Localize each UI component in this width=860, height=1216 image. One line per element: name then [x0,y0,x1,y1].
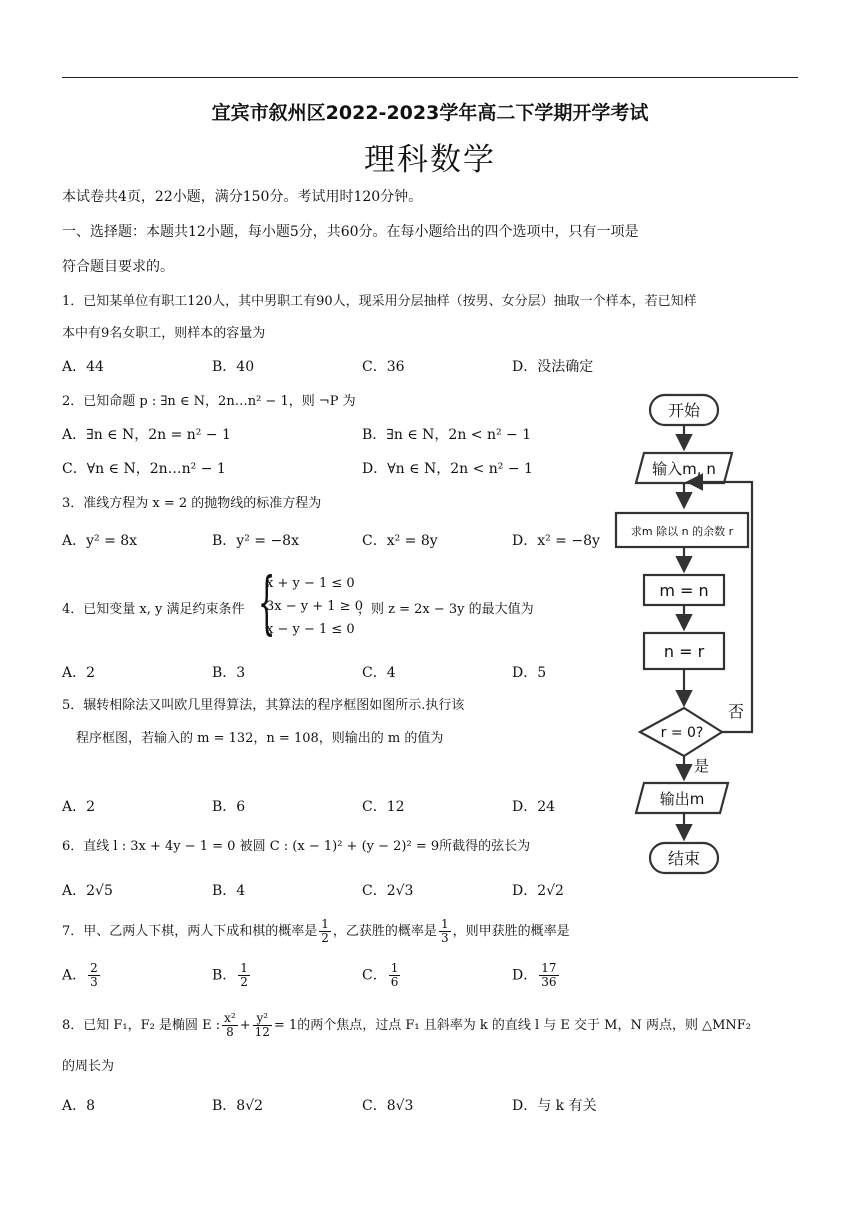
q6-option-d: D．2√2 [512,883,564,899]
flow-decision-label: r = 0? [660,725,704,741]
q7-option-d: D． $\frac{17}{36}$ [512,961,557,989]
flow-m-assign-label: m = n [659,581,709,600]
q8-stem-post: = 1的两个焦点，过点 F₁ 且斜率为 k 的直线 l 与 E 交于 M，N 两点，则 △MNF₂ [273,1018,752,1033]
q6-option-b: B．4 [212,883,246,899]
q8-option-d: D．与 k 有关 [512,1098,597,1114]
q7-draw-prob: $\frac{1}{2}$ [321,917,329,945]
q6-option-a: A．2√5 [62,883,113,899]
q4-option-b: B．3 [212,665,246,681]
q7-stem [62,918,570,945]
q4-constraint-3: x − y − 1 ≤ 0 [266,622,355,637]
q4-constraint-2: 3x − y + 1 ≥ 0 [266,599,363,614]
q8-option-a: A．8 [62,1098,96,1114]
q3-option-b: B．y² = −8x [212,533,299,549]
q1-option-b: B．40 [212,359,255,375]
q6-stem: 6．直线 l : 3x + 4y − 1 = 0 被圆 C : (x − 1)² + (y − 2)² = 9所截得的弦长为 [62,839,531,854]
q4-option-a: A．2 [62,665,96,681]
exam-subject: 理科数学 [364,142,496,178]
q1-option-c: C．36 [362,359,405,375]
section-heading-line1: 一、选择题：本题共12小题，每小题5分，共60分。在每小题给出的四个选项中，只有一项是 [62,224,639,240]
q1-stem-line2: 本中有9名女职工，则样本的容量为 [62,326,266,341]
q3-stem: 3．准线方程为 x = 2 的抛物线的标准方程为 [62,496,322,511]
q4-brace: { [258,564,276,643]
q1-stem-line1: 1．已知某单位有职工120人，其中男职工有90人，现采用分层抽样（按男、女分层）抽取一个样本，若已知样 [62,294,697,309]
q7-option-c: C． $\frac{1}{6}$ [362,961,399,989]
q7-b-win-prob: $\frac{1}{3}$ [440,917,449,945]
q5-option-a: A．2 [62,799,96,815]
q1-option-d: D．没法确定 [512,359,594,375]
q5-option-d: D．24 [512,799,556,815]
q2-stem: 2．已知命题 p : ∃n ∈ N，2n…n² − 1，则 ¬P 为 [62,394,356,409]
q8-stem-pre: 8．已知 F₁，F₂ 是椭圆 E : [62,1018,221,1033]
q8-option-c: C．8√3 [362,1098,414,1114]
exam-intro: 本试卷共4页，22小题，满分150分。考试用时120分钟。 [62,189,423,205]
q2-option-b: B．∃n ∈ N，2n < n² − 1 [362,427,532,443]
flow-end-label: 结束 [667,849,701,868]
q3-option-d: D．x² = −8y [512,533,600,549]
flow-start-label: 开始 [667,401,701,420]
q7-option-a: A． $\frac{2}{3}$ [62,961,98,989]
q2-option-a: A．∃n ∈ N，2n = n² − 1 [62,427,231,443]
top-rule [62,77,798,78]
flow-output-label: 输出m [659,790,705,808]
exam-title: 宜宾市叙州区2022-2023学年高二下学期开学考试 [211,102,649,124]
q2-option-c: C．∀n ∈ N，2n…n² − 1 [62,461,226,477]
q5-option-c: C．12 [362,799,405,815]
q8-option-b: B．8√2 [212,1098,264,1114]
q7-stem-post: ，则甲获胜的概率是 [452,924,570,939]
q5-option-b: B．6 [212,799,246,815]
q1-option-a: A．44 [62,359,104,375]
q8-stem-line2: 的周长为 [62,1059,115,1074]
flow-no-label: 否 [728,702,745,721]
q3-option-a: A．y² = 8x [62,533,138,549]
q7-stem-pre: 7．甲、乙两人下棋，两人下成和棋的概率是 [62,924,318,939]
q7-stem-mid: ，乙获胜的概率是 [332,924,437,939]
q2-option-d: D．∀n ∈ N，2n < n² − 1 [362,461,533,477]
q8-x-term: $\frac{\text{x²}}{8}$ [224,1011,236,1039]
q4-constraint-1: x + y − 1 ≤ 0 [266,576,355,591]
section-heading-line2: 符合题目要求的。 [62,259,174,275]
flow-input-label: 输入m, n [652,460,716,478]
euclid-flowchart [600,385,790,885]
q4-option-d: D．5 [512,665,547,681]
q5-stem-line2: 程序框图，若输入的 m = 132，n = 108，则输出的 m 的值为 [76,731,444,746]
q7-option-b: B． $\frac{1}{2}$ [212,961,248,989]
q6-option-c: C．2√3 [362,883,414,899]
q8-stem: 8．已知 F₁，F₂ 是椭圆 E : $\frac{\text{x²}}{8}$ + $\frac{\text{y²}}{12}$ = 1的两个焦点，过点 F₁ 且斜率为 k 的直线 l 与 E 交于 M，N 两点，则 △MNF₂ [62,1011,752,1039]
q8-y-term: $\frac{\text{y²}}{12}$ [254,1011,270,1039]
q3-option-c: C．x² = 8y [362,533,438,549]
q5-stem-line1: 5．辗转相除法又叫欧几里得算法，其算法的程序框图如图所示.执行该 [62,698,465,713]
flow-yes-label: 是 [694,757,710,775]
flow-n-assign-label: n = r [663,642,705,661]
flow-remainder-label: 求m 除以 n 的余数 r [630,525,734,538]
q4-stem-pre: 4．已知变量 x, y 满足约束条件 [62,602,245,617]
q4-option-c: C．4 [362,665,396,681]
q4-constraints [266,572,363,641]
q4-stem-post: ，则 z = 2x − 3y 的最大值为 [358,602,534,617]
